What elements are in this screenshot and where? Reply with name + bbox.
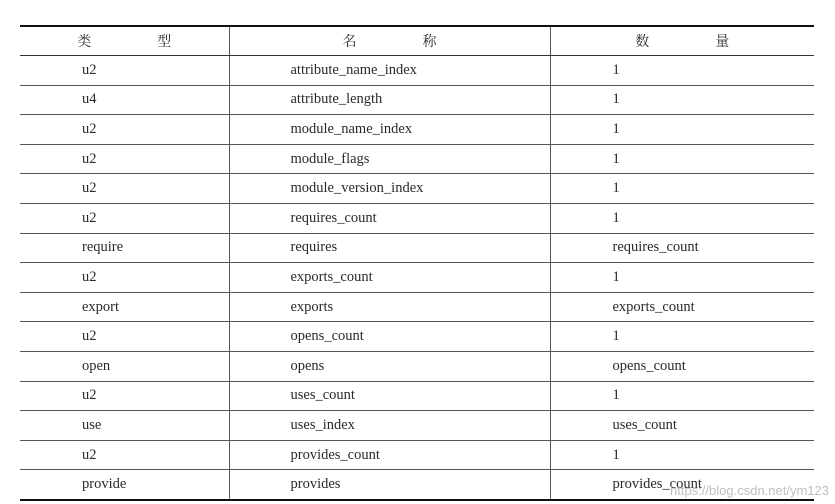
name-cell: attribute_length — [229, 85, 550, 115]
type-cell: u2 — [20, 203, 229, 233]
quantity-cell: 1 — [550, 203, 814, 233]
quantity-cell: 1 — [550, 440, 814, 470]
type-cell: u2 — [20, 322, 229, 352]
watermark: https://blog.csdn.net/ym123 — [670, 483, 829, 498]
quantity-cell: uses_count — [550, 411, 814, 441]
quantity-cell: 1 — [550, 115, 814, 145]
type-cell: export — [20, 292, 229, 322]
name-cell: opens — [229, 351, 550, 381]
quantity-cell: 1 — [550, 85, 814, 115]
name-cell: uses_index — [229, 411, 550, 441]
type-cell: u2 — [20, 56, 229, 86]
quantity-cell: 1 — [550, 322, 814, 352]
header-quantity: 数 量 — [550, 26, 814, 56]
quantity-cell: 1 — [550, 144, 814, 174]
quantity-cell: 1 — [550, 56, 814, 86]
quantity-cell: exports_count — [550, 292, 814, 322]
type-cell: u4 — [20, 85, 229, 115]
name-cell: module_version_index — [229, 174, 550, 204]
module-attribute-table-container — [20, 25, 814, 501]
table-row — [20, 203, 814, 233]
type-cell: use — [20, 411, 229, 441]
header-row — [20, 26, 814, 56]
quantity-cell: 1 — [550, 174, 814, 204]
type-cell: provide — [20, 470, 229, 500]
table-row — [20, 381, 814, 411]
name-cell: uses_count — [229, 381, 550, 411]
type-cell: u2 — [20, 115, 229, 145]
type-cell: u2 — [20, 381, 229, 411]
header-name: 名 称 — [229, 26, 550, 56]
name-cell: exports_count — [229, 263, 550, 293]
table-row — [20, 292, 814, 322]
table-row — [20, 322, 814, 352]
table-row — [20, 440, 814, 470]
name-cell: requires_count — [229, 203, 550, 233]
table-row — [20, 115, 814, 145]
table-row — [20, 85, 814, 115]
quantity-cell: 1 — [550, 381, 814, 411]
type-cell: u2 — [20, 144, 229, 174]
table-row — [20, 263, 814, 293]
name-cell: module_name_index — [229, 115, 550, 145]
table-body — [20, 56, 814, 500]
type-cell: u2 — [20, 263, 229, 293]
type-cell: u2 — [20, 174, 229, 204]
name-cell: opens_count — [229, 322, 550, 352]
table-row — [20, 144, 814, 174]
quantity-cell: requires_count — [550, 233, 814, 263]
name-cell: exports — [229, 292, 550, 322]
header-type: 类 型 — [20, 26, 229, 56]
table-row — [20, 174, 814, 204]
module-attribute-table — [20, 25, 814, 501]
type-cell: require — [20, 233, 229, 263]
quantity-cell: provides_count — [612, 476, 702, 493]
name-cell: module_flags — [229, 144, 550, 174]
quantity-cell: 1 — [550, 263, 814, 293]
table-row — [20, 233, 814, 263]
table-row — [20, 56, 814, 86]
table-row — [20, 411, 814, 441]
type-cell: u2 — [20, 440, 229, 470]
table-header — [20, 26, 814, 56]
name-cell: provides — [229, 470, 550, 500]
table-row — [20, 351, 814, 381]
quantity-cell: opens_count — [550, 351, 814, 381]
type-cell: open — [20, 351, 229, 381]
name-cell: attribute_name_index — [229, 56, 550, 86]
name-cell: requires — [229, 233, 550, 263]
name-cell: provides_count — [229, 440, 550, 470]
